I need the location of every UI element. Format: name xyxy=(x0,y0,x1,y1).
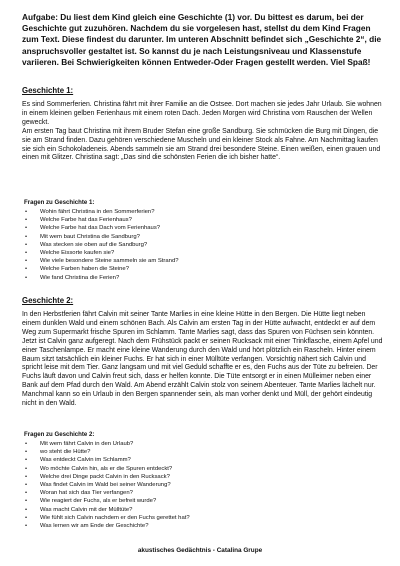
question-item: • Wo möchte Calvin hin, als er die Spuren entdeckt? xyxy=(24,465,190,473)
question-item: • wo steht die Hütte? xyxy=(24,448,190,456)
question-item: • Welche Farbe hat das Ferienhaus? xyxy=(24,216,179,224)
question-item: • Wie fühlt sich Calvin nachdem er den Fuchs gerettet hat? xyxy=(24,514,190,522)
question-item: • Was entdeckt Calvin im Schlamm? xyxy=(24,456,190,464)
story-1-heading: Geschichte 1: xyxy=(22,86,74,95)
footer-credit: akustisches Gedächtnis - Catalina Grupe xyxy=(137,547,263,554)
question-item: • Mit wem baut Christina die Sandburg? xyxy=(24,233,179,241)
question-item: • Wohin fährt Christina in den Sommerferien? xyxy=(24,208,179,216)
question-item: • Welche Farbe hat das Dach vom Ferienhaus? xyxy=(24,224,179,232)
story-1-paragraph: Es sind Sommerferien. Christina fährt mit ihrer Familie an die Ostsee. Dort machen sie jedes Jahr Urlaub. Sie wohnen in einem kleinen gelben Ferienhaus mit einem roten Dach. Jeden Morgen wird Christina vom Rauschen der Wellen geweckt. xyxy=(22,101,382,126)
story-1-text xyxy=(22,101,384,163)
task-instructions: Aufgabe: Du liest dem Kind gleich eine Geschichte (1) vor. Du bittest es darum, bei der Geschichte gut zuzuhören. Nachdem du sie vorgelesen hast, stellst du dem Kind Fragen zum Text. Diese findest du darunter. Im unteren Abschnitt befindet sich „Geschichte 2“, die anspruchsvoller gestaltet ist. So kannst du je nach Leistungsniveau und Klassenstufe variieren. Bei Schwierigkeiten können Entweder-Oder Fragen gestellt werden. Viel Spaß! xyxy=(22,12,382,67)
question-item: • Mit wem fährt Calvin in den Urlaub? xyxy=(24,440,190,448)
question-item: • Was findet Calvin im Wald bei seiner Wanderung? xyxy=(24,481,190,489)
story-2-paragraph: In den Herbstferien fährt Calvin mit seiner Tante Marlies in eine kleine Hütte in den Bergen. Die Hütte liegt neben einem dunklen Wald und einem schönen Bach. Als Calvin am ersten Tag in der Hütte aufwacht, entdeckt er auf dem Weg zum Supermarkt frische Spuren im Schlamm. Tante Marlies sagt, dass das Spuren von Füchsen sein könnten. Jetzt ist Calvin ganz aufgeregt. Nach dem Frühstück packt er seinen Rucksack mit einer Trinkflasche, einem Apfel und einer Taschenlampe. Er macht eine kleine Wanderung durch den Wald und hört plötzlich ein Rascheln. Hinter einem Baum sitzt tatsächlich ein kleiner Fuchs. Er hat sich in einer Mülltüte verfangen. Vorsichtig nähert sich Calvin und spricht leise mit dem Tier. Ganz langsam und mit viel Geduld schaffte er es, den Fuchs aus der Tüte zu befreien. Der Fuchs läuft davon und Calvin freut sich, dass er helfen konnte. Die Tüte entsorgt er in einen Mülleimer neben einer Bank auf dem Pfad durch den Wald. Am Abend erzählt Calvin stolz von seinem Abenteuer. Tante Marlies lächelt nur. Manchmal kann so ein Urlaub in den Bergen spannender sein, als man vorher denkt und Müll, der gehört eindeutig nicht in den Wald. xyxy=(22,311,383,408)
question-item: • Welche Farben haben die Steine? xyxy=(24,265,179,273)
question-item: • Wie viele besondere Steine sammeln sie am Strand? xyxy=(24,257,179,265)
story-2-heading: Geschichte 2: xyxy=(22,296,74,305)
question-item: • Wie reagiert der Fuchs, als er befreit wurde? xyxy=(24,497,190,505)
question-item: • Welche drei Dinge packt Calvin in den Rucksack? xyxy=(24,473,190,481)
question-item: • Wie fand Christina die Ferien? xyxy=(24,274,179,282)
story-1-paragraph: Am ersten Tag baut Christina mit ihrem Bruder Stefan eine große Sandburg. Sie schmücken die Burg mit Dingen, die sie am Strand finden. Dazu gehören verschiedene Muscheln und ein kleiner Stock als Fahne. Am Nachmittag kaufen sie sich ein Schokoladeneis. Abends sammeln sie am Strand drei besondere Steine. Einen weißen, einen grauen und einen mit Glitzer. Christina sagt: „Das sind die schönsten Ferien die ich bisher hatte“. xyxy=(22,127,381,162)
story-2-questions-title: Fragen zu Geschichte 2: xyxy=(24,431,95,438)
story-1-questions-title: Fragen zu Geschichte 1: xyxy=(24,199,95,206)
story-2-question-list xyxy=(24,440,190,530)
question-item: • Welche Eissorte kaufen sie? xyxy=(24,249,179,257)
story-2-text xyxy=(22,311,384,409)
story-1-question-list xyxy=(24,208,179,282)
question-item: • Was lernen wir am Ende der Geschichte? xyxy=(24,522,190,530)
question-item: • Was macht Calvin mit der Mülltüte? xyxy=(24,506,190,514)
question-item: • Woran hat sich das Tier verfangen? xyxy=(24,489,190,497)
question-item: • Was stecken sie oben auf die Sandburg? xyxy=(24,241,179,249)
